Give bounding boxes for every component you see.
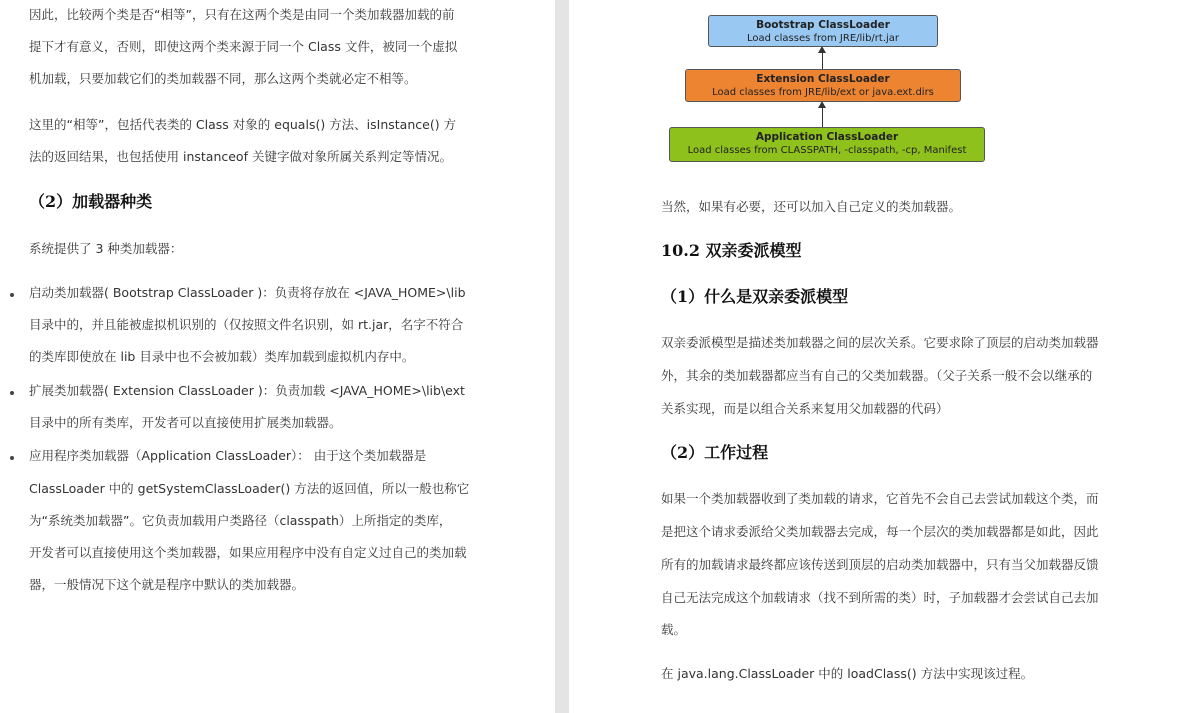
bootstrap-classloader-box — [708, 15, 938, 47]
arrow-up-icon — [818, 46, 826, 53]
box-title: Bootstrap ClassLoader — [756, 19, 890, 31]
paragraph-line: 如果一个类加载器收到了类加载的请求，它首先不会自己去尝试加载这个类，而 — [661, 491, 1099, 506]
paragraph-line: 法的返回结果，也包括使用 instanceof 关键字做对象所属关系判定等情况。 — [29, 149, 452, 164]
subsection-heading: （1）什么是双亲委派模型 — [661, 287, 849, 306]
bullet-icon — [10, 456, 14, 460]
arrow-line — [822, 107, 823, 127]
list-item-line: 应用程序类加载器（Application ClassLoader）： 由于这个类加载器是 — [29, 448, 427, 463]
paragraph-line: 自己无法完成这个加载请求（找不到所需的类）时，子加载器才会尝试自己去加 — [661, 590, 1099, 605]
list-item-line: 开发者可以直接使用这个类加载器，如果应用程序中没有自定义过自己的类加载 — [29, 545, 467, 560]
page-gap — [555, 0, 569, 713]
paragraph-line: 在 java.lang.ClassLoader 中的 loadClass() 方法中实现该过程。 — [661, 666, 1034, 681]
list-item-line: 为“系统类加载器”。它负责加载用户类路径（classpath）上所指定的类库， — [29, 513, 452, 528]
box-subtitle: Load classes from CLASSPATH, -classpath, -cp, Manifest — [687, 145, 967, 156]
list-item-line: 目录中的所有类库，开发者可以直接使用扩展类加载器。 — [29, 415, 342, 430]
list-item-line: 的类库即使放在 lib 目录中也不会被加载）类库加载到虚拟机内存中。 — [29, 349, 415, 364]
box-title: Application ClassLoader — [755, 131, 899, 143]
paragraph-line: 关系实现，而是以组合关系来复用父加载器的代码） — [661, 401, 949, 416]
paragraph-line: 当然，如果有必要，还可以加入自己定义的类加载器。 — [661, 199, 962, 214]
paragraph-line: 因此，比较两个类是否“相等”，只有在这两个类是由同一个类加载器加载的前 — [29, 7, 455, 22]
paragraph-line: 载。 — [661, 622, 687, 637]
list-item-line: 目录中的，并且能被虚拟机识别的（仅按照文件名识别，如 rt.jar，名字不符合 — [29, 317, 464, 332]
paragraph-line: 所有的加载请求最终都应该传送到顶层的启动类加载器中，只有当父加载器反馈 — [661, 557, 1099, 572]
list-item-line: 器，一般情况下这个就是程序中默认的类加载器。 — [29, 577, 305, 592]
arrow-line — [822, 52, 823, 69]
box-subtitle: Load classes from JRE/lib/rt.jar — [746, 33, 900, 44]
paragraph-line: 双亲委派模型是描述类加载器之间的层次关系。它要求除了顶层的启动类加载器 — [661, 335, 1099, 350]
paragraph-line: 这里的“相等”，包括代表类的 Class 对象的 equals() 方法、isInstance() 方 — [29, 117, 457, 132]
section-heading: （2）加载器种类 — [29, 192, 153, 211]
arrow-up-icon — [818, 101, 826, 108]
bullet-icon — [10, 293, 14, 297]
list-item-line: ClassLoader 中的 getSystemClassLoader() 方法的返回值，所以一般也称它 — [29, 481, 470, 496]
paragraph-line: 系统提供了 3 种类加载器： — [29, 241, 183, 256]
section-title: 10.2 双亲委派模型 — [661, 241, 802, 260]
application-classloader-box — [669, 127, 985, 162]
subsection-heading: （2）工作过程 — [661, 443, 769, 462]
extension-classloader-box — [685, 69, 961, 102]
paragraph-line: 是把这个请求委派给父类加载器去完成，每一个层次的类加载器都是如此，因此 — [661, 524, 1099, 539]
list-item-line: 启动类加载器( Bootstrap ClassLoader )：负责将存放在 <JAVA_HOME>\lib — [29, 285, 466, 300]
bullet-icon — [10, 391, 14, 395]
paragraph-line: 机加载，只要加载它们的类加载器不同，那么这两个类就必定不相等。 — [29, 71, 417, 86]
box-title: Extension ClassLoader — [756, 73, 890, 85]
list-item-line: 扩展类加载器( Extension ClassLoader )：负责加载 <JAVA_HOME>\lib\ext — [29, 383, 465, 398]
paragraph-line: 外，其余的类加载器都应当有自己的父类加载器。（父子关系一般不会以继承的 — [661, 368, 1093, 383]
paragraph-line: 提下才有意义，否则，即使这两个类来源于同一个 Class 文件，被同一个虚拟 — [29, 39, 458, 54]
box-subtitle: Load classes from JRE/lib/ext or java.ext.dirs — [712, 87, 934, 98]
